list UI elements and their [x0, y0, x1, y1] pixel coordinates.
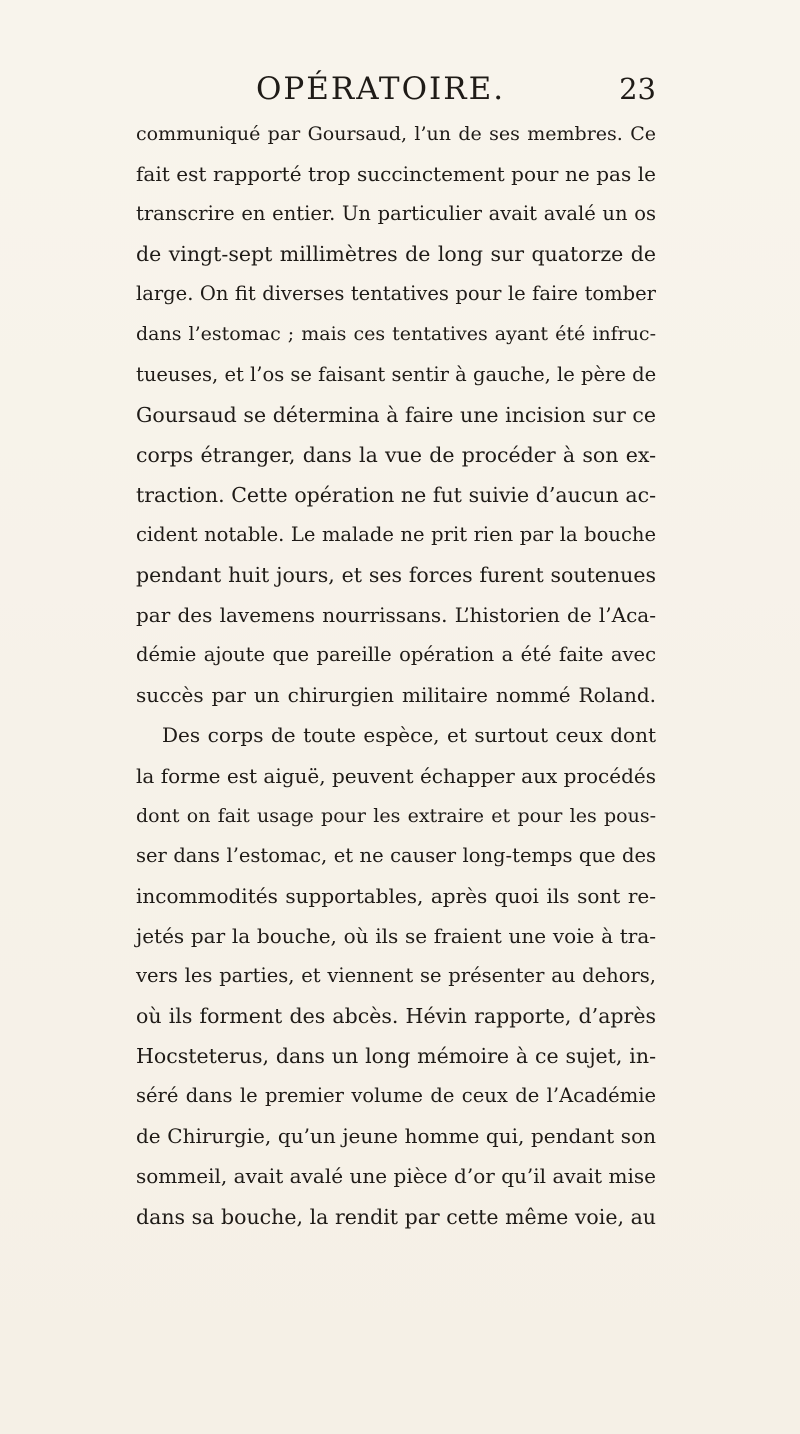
text-line: Des corps de toute espèce, et surtout ceux dont	[162, 723, 656, 748]
text-line: vers les parties, et viennent se présenter au dehors,	[136, 963, 656, 987]
text-line: Goursaud se détermina à faire une incision sur ce	[136, 402, 656, 427]
text-line: transcrire en entier. Un particulier avait avalé un os	[136, 202, 656, 226]
text-line: démie ajoute que pareille opération a été faite avec	[136, 643, 656, 667]
text-line: la forme est aiguë, peuvent échapper aux procédés	[136, 763, 656, 788]
text-line: traction. Cette opération ne fut suivie d’aucun ac-	[136, 482, 656, 507]
text-line: sommeil, avait avalé une pièce d’or qu’il avait mise	[136, 1164, 656, 1189]
text-line: dans l’estomac ; mais ces tentatives ayant été infruc-	[136, 323, 656, 346]
page-number: 23	[619, 72, 656, 106]
text-line: dans sa bouche, la rendit par cette même voie, au	[136, 1204, 656, 1229]
text-line: corps étranger, dans la vue de procéder à son ex-	[136, 442, 656, 467]
text-line: communiqué par Goursaud, l’un de ses membres. Ce	[136, 123, 656, 145]
text-line: large. On fit diverses tentatives pour le faire tomber	[136, 282, 656, 306]
text-line: cident notable. Le malade ne prit rien par la bouche	[136, 522, 656, 546]
text-line: succès par un chirurgien militaire nommé Roland.	[136, 683, 656, 708]
text-line: jetés par la bouche, où ils se fraient une voie à tra-	[136, 923, 656, 948]
text-line: fait est rapporté trop succinctement pour ne pas le	[136, 162, 656, 187]
text-line: tueuses, et l’os se faisant sentir à gauche, le père de	[136, 362, 657, 386]
text-line: incommodités supportables, après quoi ils sont re-	[136, 883, 656, 908]
body-text	[136, 114, 656, 1237]
text-line: où ils forment des abcès. Hévin rapporte, d’après	[136, 1004, 656, 1029]
text-line: dont on fait usage pour les extraire et pour les pous-	[136, 804, 656, 827]
text-line: de vingt-sept millimètres de long sur quatorze de	[136, 242, 656, 267]
text-line: ser dans l’estomac, et ne causer long-temps que des	[136, 843, 656, 867]
text-line: Hocsteterus, dans un long mémoire à ce sujet, in-	[136, 1044, 656, 1069]
text-line: par des lavemens nourrissans. L’historien de l’Aca-	[136, 603, 656, 628]
running-head	[136, 68, 656, 110]
text-line: de Chirurgie, qu’un jeune homme qui, pendant son	[136, 1124, 656, 1149]
text-line: séré dans le premier volume de ceux de l’Académie	[136, 1084, 656, 1108]
running-title: OPÉRATOIRE.	[256, 71, 506, 107]
text-line: pendant huit jours, et ses forces furent soutenues	[136, 563, 656, 588]
